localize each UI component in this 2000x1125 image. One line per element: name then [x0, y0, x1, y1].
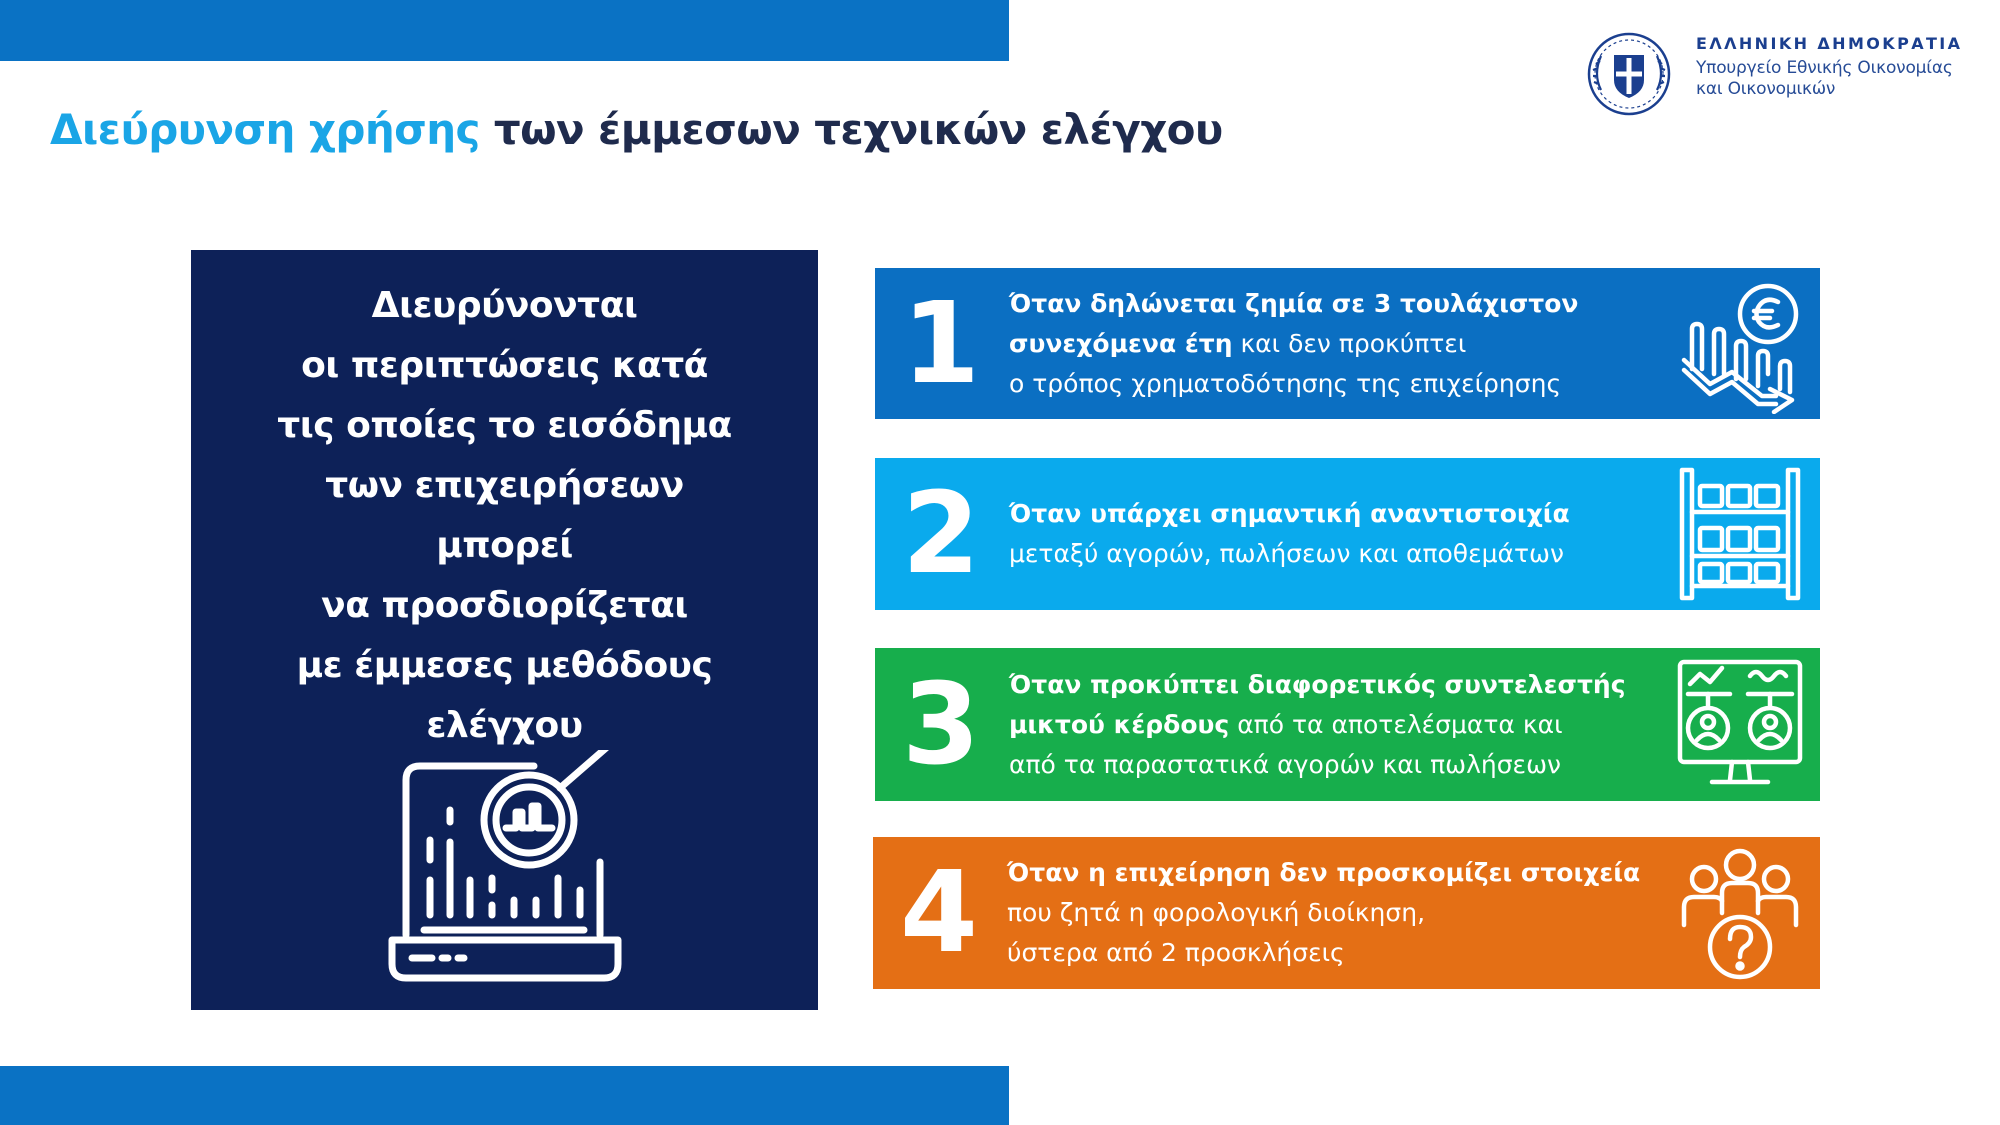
criterion-card-4	[873, 837, 1820, 989]
card-line-bold: Όταν προκύπτει διαφορετικός συντελεστής	[1009, 669, 1626, 699]
summary-line: Διευρύνονται	[371, 285, 638, 326]
card-text	[1009, 648, 1626, 801]
card-line-bold: Όταν η επιχείρηση δεν προσκομίζει στοιχεία	[1007, 858, 1641, 887]
summary-line: μπορεί	[436, 525, 573, 566]
card-text	[1007, 837, 1640, 989]
warehouse-shelf-icon	[1670, 464, 1810, 604]
card-line-text: ο τρόπος χρηματοδότησης της επιχείρησης	[1009, 368, 1562, 398]
logo-country-name: ΕΛΛΗΝΙΚΗ ΔΗΜΟΚΡΑΤΙΑ	[1696, 34, 1963, 53]
card-line-bold: συνεχόμενα έτη	[1009, 328, 1233, 358]
bottom-accent-bar	[0, 1066, 1009, 1125]
people-question-icon	[1670, 843, 1810, 983]
page-title-rest: των έμμεσων τεχνικών ελέγχου	[493, 105, 1223, 154]
summary-line: οι περιπτώσεις κατά	[301, 345, 708, 386]
euro-decline-chart-icon	[1670, 274, 1810, 414]
card-number: 2	[902, 469, 976, 599]
summary-text	[191, 276, 818, 756]
criterion-card-1	[875, 268, 1820, 419]
card-text	[1009, 458, 1570, 610]
card-line-text: από τα παραστατικά αγορών και πωλήσεων	[1009, 749, 1561, 779]
criterion-card-3	[875, 648, 1820, 801]
card-line-bold: Όταν υπάρχει σημαντική αναντιστοιχία	[1009, 499, 1570, 528]
card-number: 4	[900, 848, 974, 978]
card-number: 1	[902, 278, 976, 409]
card-line-bold: Όταν δηλώνεται ζημία σε 3 τουλάχιστον	[1009, 288, 1579, 318]
card-line-bold: μικτού κέρδους	[1009, 709, 1230, 739]
card-text	[1009, 268, 1578, 419]
summary-line: ελέγχου	[426, 705, 583, 746]
card-line-text: ύστερα από 2 προσκλήσεις	[1007, 938, 1345, 967]
card-line-text: από τα αποτελέσματα και	[1229, 709, 1563, 739]
criterion-card-2	[875, 458, 1820, 610]
summary-line: τις οποίες το εισόδημα	[277, 405, 732, 446]
card-number: 3	[902, 659, 976, 790]
card-line-text: που ζητά η φορολογική διοίκηση,	[1007, 898, 1426, 927]
logo-ministry-line1: Υπουργείο Εθνικής Οικονομίας	[1696, 58, 1953, 78]
summary-line: των επιχειρήσεων	[325, 465, 684, 506]
summary-panel	[191, 250, 818, 1010]
greek-coat-of-arms-icon	[1583, 28, 1675, 120]
logo-ministry-line2: και Οικονομικών	[1696, 79, 1836, 99]
monitor-comparison-icon	[1670, 654, 1810, 794]
laptop-magnifier-icon	[384, 750, 626, 990]
card-line-text: μεταξύ αγορών, πωλήσεων και αποθεμάτων	[1009, 539, 1564, 568]
page-title-highlight: Διεύρυνση χρήσης	[50, 105, 480, 154]
page-title	[50, 105, 1223, 154]
summary-line: να προσδιορίζεται	[321, 585, 688, 626]
card-line-text: και δεν προκύπτει	[1232, 328, 1467, 358]
summary-line: με έμμεσες μεθόδους	[296, 645, 713, 686]
top-accent-bar	[0, 0, 1009, 61]
ministry-logo	[1583, 28, 2000, 123]
